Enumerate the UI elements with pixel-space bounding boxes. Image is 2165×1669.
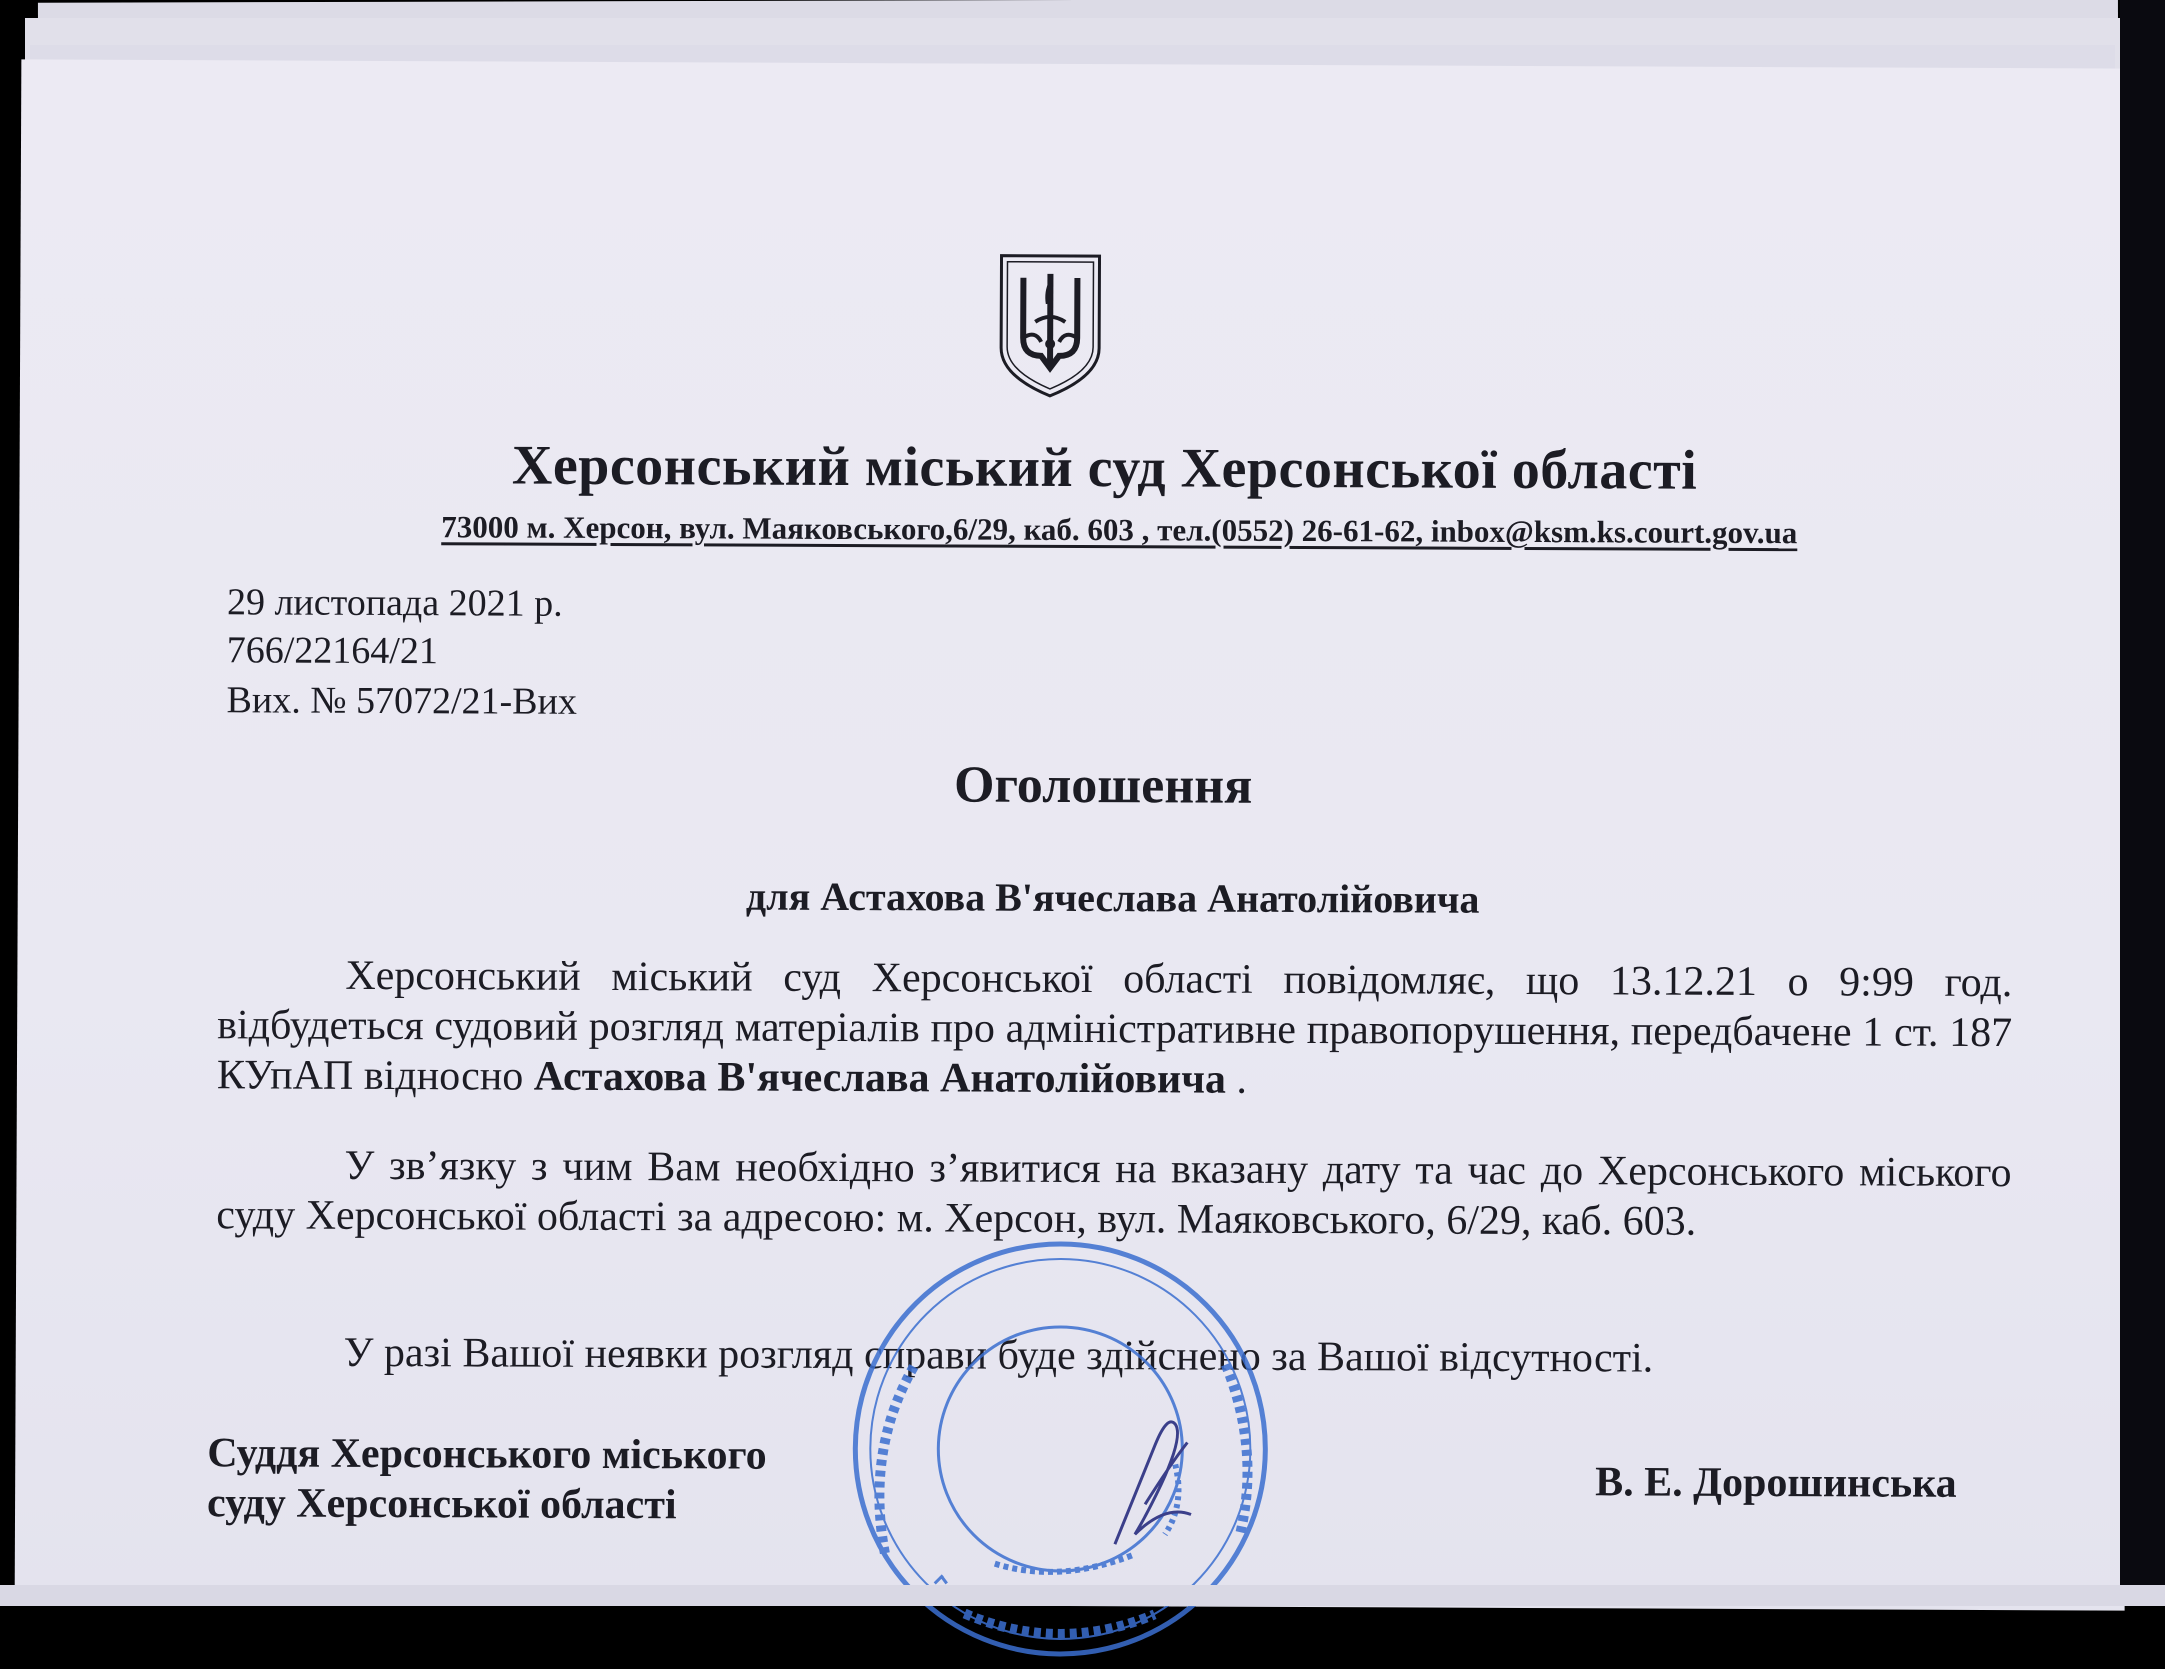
signer-role-line: Суддя Херсонського міського	[207, 1430, 767, 1479]
court-name: Херсонський міський суд Херсонської області	[511, 434, 1698, 502]
defendant-name: Астахова В'ячеслава Анатолійовича	[533, 1053, 1227, 1103]
document-page	[15, 59, 2132, 1610]
absence-text: У разі Вашої неявки розгляд справи буде здійснено за Вашої відсутності.	[343, 1329, 1654, 1382]
paper-stack-bottom	[0, 1585, 2165, 1606]
body-paragraph-appearance	[216, 1140, 2011, 1248]
handwritten-signature-icon	[1095, 1404, 1216, 1555]
appearance-text: У зв’язку з чим Вам необхідно з’явитися на вказану дату та час до Херсонського міського суду Херсонської області за адресою: м. Херсон, вул. Маяковського, 6/29, каб. 603.	[216, 1142, 2012, 1245]
body-paragraph-notice	[217, 950, 2013, 1108]
background-edge	[2120, 0, 2165, 1606]
document-title: Оголошення	[953, 756, 1253, 815]
notice-text: Херсонський міський суд Херсонської області повідомляє, що 13.12.21 о 9:99 год. відбудеться судовий розгляд матеріалів про адміністративне правопорушення, передбачене 1 ст. 187 КУпАП відносно	[216, 952, 2013, 1100]
addressee: для Астахова В'ячеслава Анатолійовича	[745, 873, 1480, 922]
court-address: 73000 м. Херсон, вул. Маяковського,6/29, каб. 603 , тел.(0552) 26-61-62, inbox@ksm.ks.court.gov.ua	[441, 509, 1798, 551]
signer-name: В. Е. Дорошинська	[1595, 1459, 1957, 1507]
coat-of-arms-icon	[995, 252, 1106, 400]
notice-end: .	[1225, 1056, 1248, 1103]
outgoing-number: Вих. № 57072/21-Вих	[226, 679, 578, 723]
signer-role	[207, 1428, 767, 1530]
document-date: 29 листопада 2021 р.	[226, 581, 563, 625]
case-number: 766/22164/21	[226, 629, 439, 673]
signer-role-line: суду Херсонської області	[206, 1480, 677, 1529]
